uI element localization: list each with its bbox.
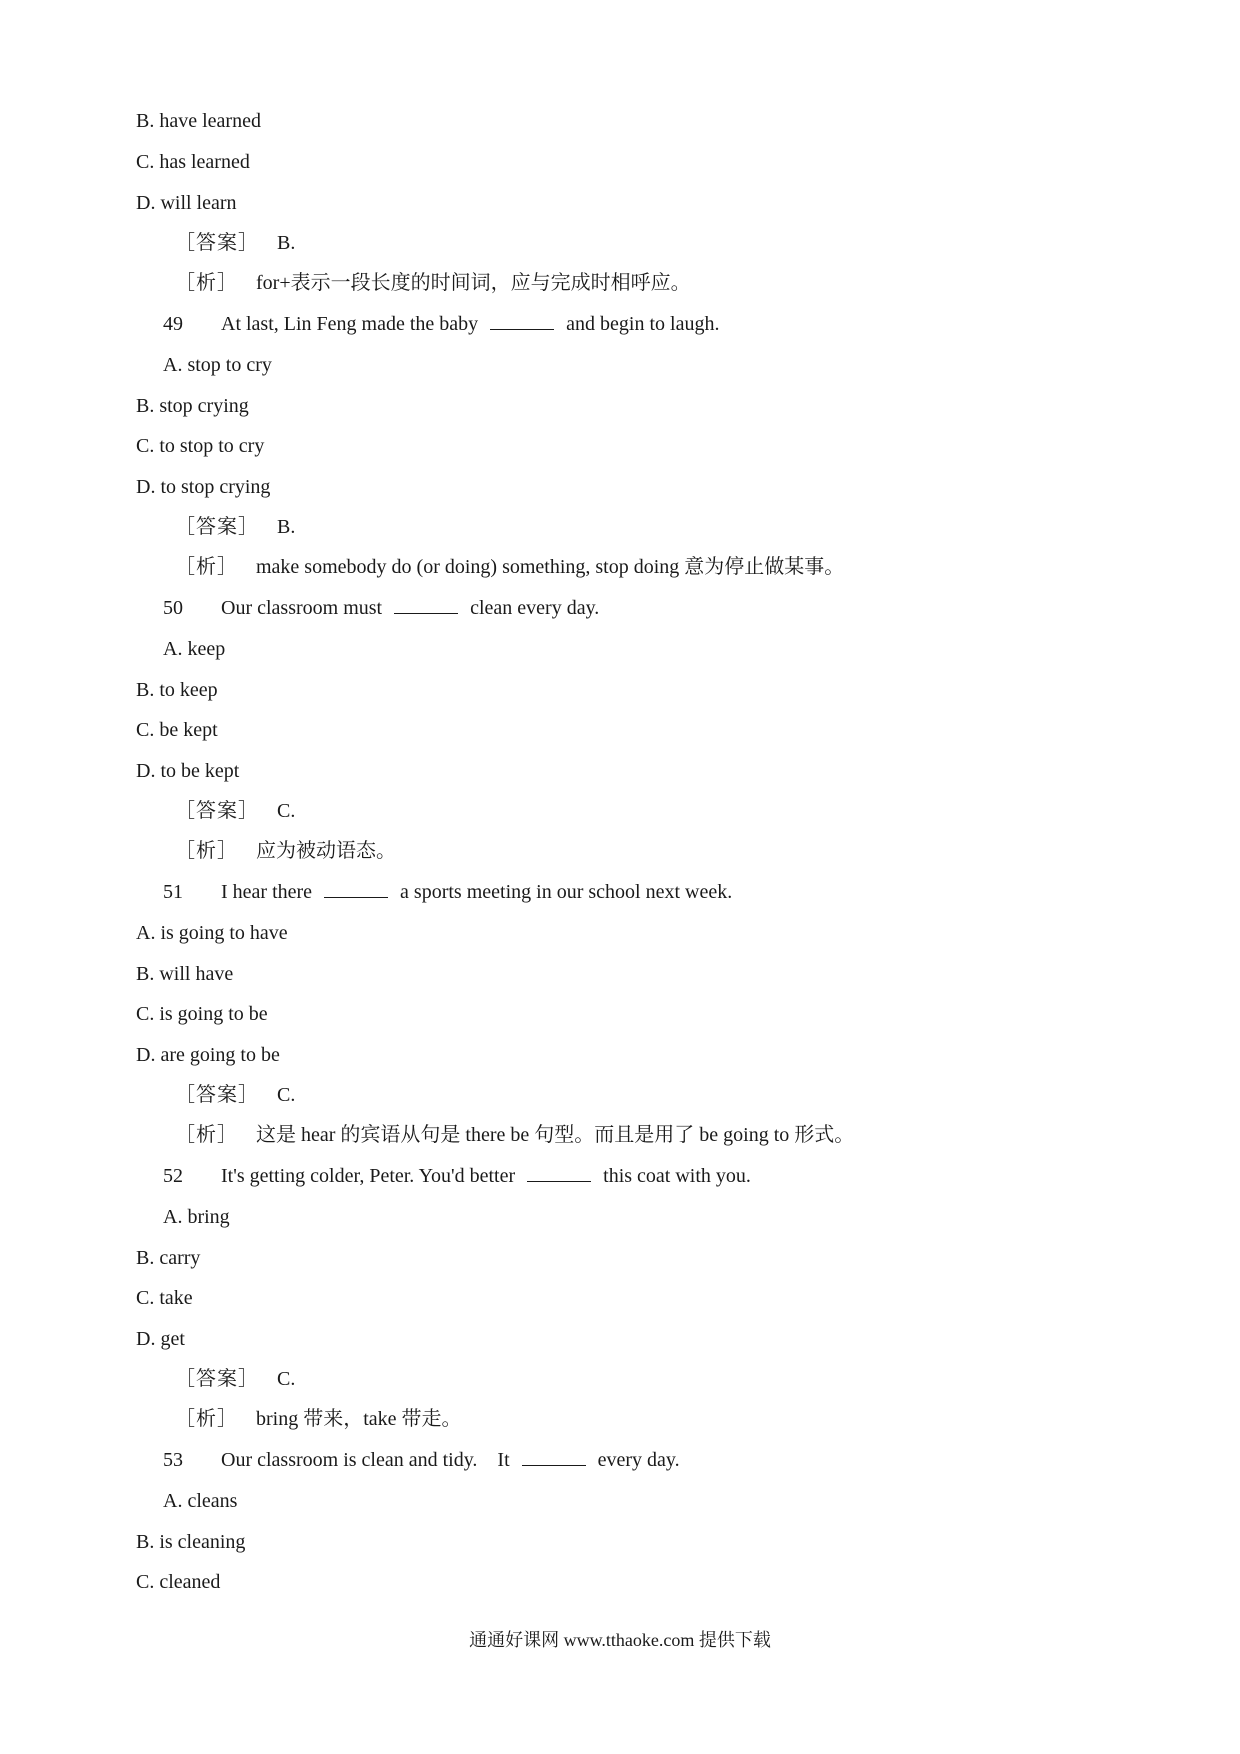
q49-analysis bbox=[175, 554, 844, 580]
q53-blank bbox=[522, 1447, 586, 1466]
q53-option-b: B. is cleaning bbox=[136, 1531, 246, 1553]
analysis-tag: ［析］ bbox=[175, 556, 238, 578]
q52-answer bbox=[175, 1366, 295, 1392]
q52-analysis-text: bring 带来，take 带走。 bbox=[256, 1408, 462, 1430]
q51-blank bbox=[324, 879, 388, 898]
q51-number: 51 bbox=[163, 881, 183, 903]
q52-stem bbox=[163, 1163, 751, 1189]
q50-analysis-text: 应为被动语态。 bbox=[256, 840, 396, 862]
q49-blank bbox=[490, 311, 554, 330]
q51-stem-before: I hear there bbox=[221, 881, 313, 903]
answer-tag: ［答案］ bbox=[175, 516, 259, 538]
q53-stem-after: every day. bbox=[597, 1449, 680, 1471]
q51-stem bbox=[163, 879, 732, 905]
q50-option-a: A. keep bbox=[163, 638, 226, 660]
q50-blank bbox=[394, 595, 458, 614]
q49-stem-after: and begin to laugh. bbox=[566, 313, 720, 335]
q53-stem bbox=[163, 1447, 680, 1473]
q48-analysis bbox=[175, 270, 691, 296]
analysis-tag: ［析］ bbox=[175, 1124, 238, 1146]
q49-answer-value: B. bbox=[277, 516, 296, 538]
q52-stem-before: It's getting colder, Peter. You'd better bbox=[221, 1165, 516, 1187]
q49-option-d: D. to stop crying bbox=[136, 476, 271, 498]
q51-option-a: A. is going to have bbox=[136, 922, 288, 944]
q49-option-a: A. stop to cry bbox=[163, 354, 272, 376]
q52-option-b: B. carry bbox=[136, 1247, 201, 1269]
q48-option-c: C. has learned bbox=[136, 151, 250, 173]
q53-option-c: C. cleaned bbox=[136, 1571, 221, 1593]
q49-option-b: B. stop crying bbox=[136, 395, 249, 417]
q51-option-b: B. will have bbox=[136, 963, 234, 985]
q50-option-c: C. be kept bbox=[136, 719, 218, 741]
analysis-tag: ［析］ bbox=[175, 840, 238, 862]
q48-option-d: D. will learn bbox=[136, 192, 237, 214]
q50-stem-after: clean every day. bbox=[470, 597, 600, 619]
q49-answer bbox=[175, 514, 295, 540]
q53-option-a: A. cleans bbox=[163, 1490, 238, 1512]
q52-stem-after: this coat with you. bbox=[603, 1165, 751, 1187]
q51-answer-value: C. bbox=[277, 1084, 296, 1106]
q49-stem bbox=[163, 311, 719, 337]
q52-option-a: A. bring bbox=[163, 1206, 230, 1228]
q50-answer-value: C. bbox=[277, 800, 296, 822]
q51-option-d: D. are going to be bbox=[136, 1044, 280, 1066]
q50-analysis bbox=[175, 838, 396, 864]
answer-tag: ［答案］ bbox=[175, 800, 259, 822]
q53-number: 53 bbox=[163, 1449, 183, 1471]
answer-tag: ［答案］ bbox=[175, 232, 259, 254]
q48-answer bbox=[175, 230, 295, 256]
answer-tag: ［答案］ bbox=[175, 1084, 259, 1106]
q48-analysis-text: for+表示一段长度的时间词，应与完成时相呼应。 bbox=[256, 272, 691, 294]
q50-option-b: B. to keep bbox=[136, 679, 218, 701]
page-footer: 通通好课网 www.tthaoke.com 提供下载 bbox=[469, 1630, 771, 1650]
q51-option-c: C. is going to be bbox=[136, 1003, 268, 1025]
q51-analysis bbox=[175, 1122, 854, 1148]
q50-option-d: D. to be kept bbox=[136, 760, 240, 782]
q52-option-d: D. get bbox=[136, 1328, 185, 1350]
analysis-tag: ［析］ bbox=[175, 1408, 238, 1430]
q51-stem-after: a sports meeting in our school next week. bbox=[400, 881, 733, 903]
q50-stem-before: Our classroom must bbox=[221, 597, 383, 619]
analysis-tag: ［析］ bbox=[175, 272, 238, 294]
q51-answer bbox=[175, 1082, 295, 1108]
q53-stem-before: Our classroom is clean and tidy. It bbox=[221, 1449, 510, 1471]
q52-number: 52 bbox=[163, 1165, 183, 1187]
q52-option-c: C. take bbox=[136, 1287, 193, 1309]
q50-number: 50 bbox=[163, 597, 183, 619]
answer-tag: ［答案］ bbox=[175, 1368, 259, 1390]
q48-option-b: B. have learned bbox=[136, 110, 261, 132]
q51-analysis-text: 这是 hear 的宾语从句是 there be 句型。而且是用了 be going to 形式。 bbox=[256, 1124, 855, 1146]
q49-option-c: C. to stop to cry bbox=[136, 435, 265, 457]
q50-stem bbox=[163, 595, 599, 621]
q48-answer-value: B. bbox=[277, 232, 296, 254]
q52-analysis bbox=[175, 1406, 462, 1432]
q49-analysis-text: make somebody do (or doing) something, stop doing 意为停止做某事。 bbox=[256, 556, 845, 578]
q49-stem-before: At last, Lin Feng made the baby bbox=[221, 313, 479, 335]
q52-answer-value: C. bbox=[277, 1368, 296, 1390]
q50-answer bbox=[175, 798, 295, 824]
q49-number: 49 bbox=[163, 313, 183, 335]
q52-blank bbox=[527, 1163, 591, 1182]
